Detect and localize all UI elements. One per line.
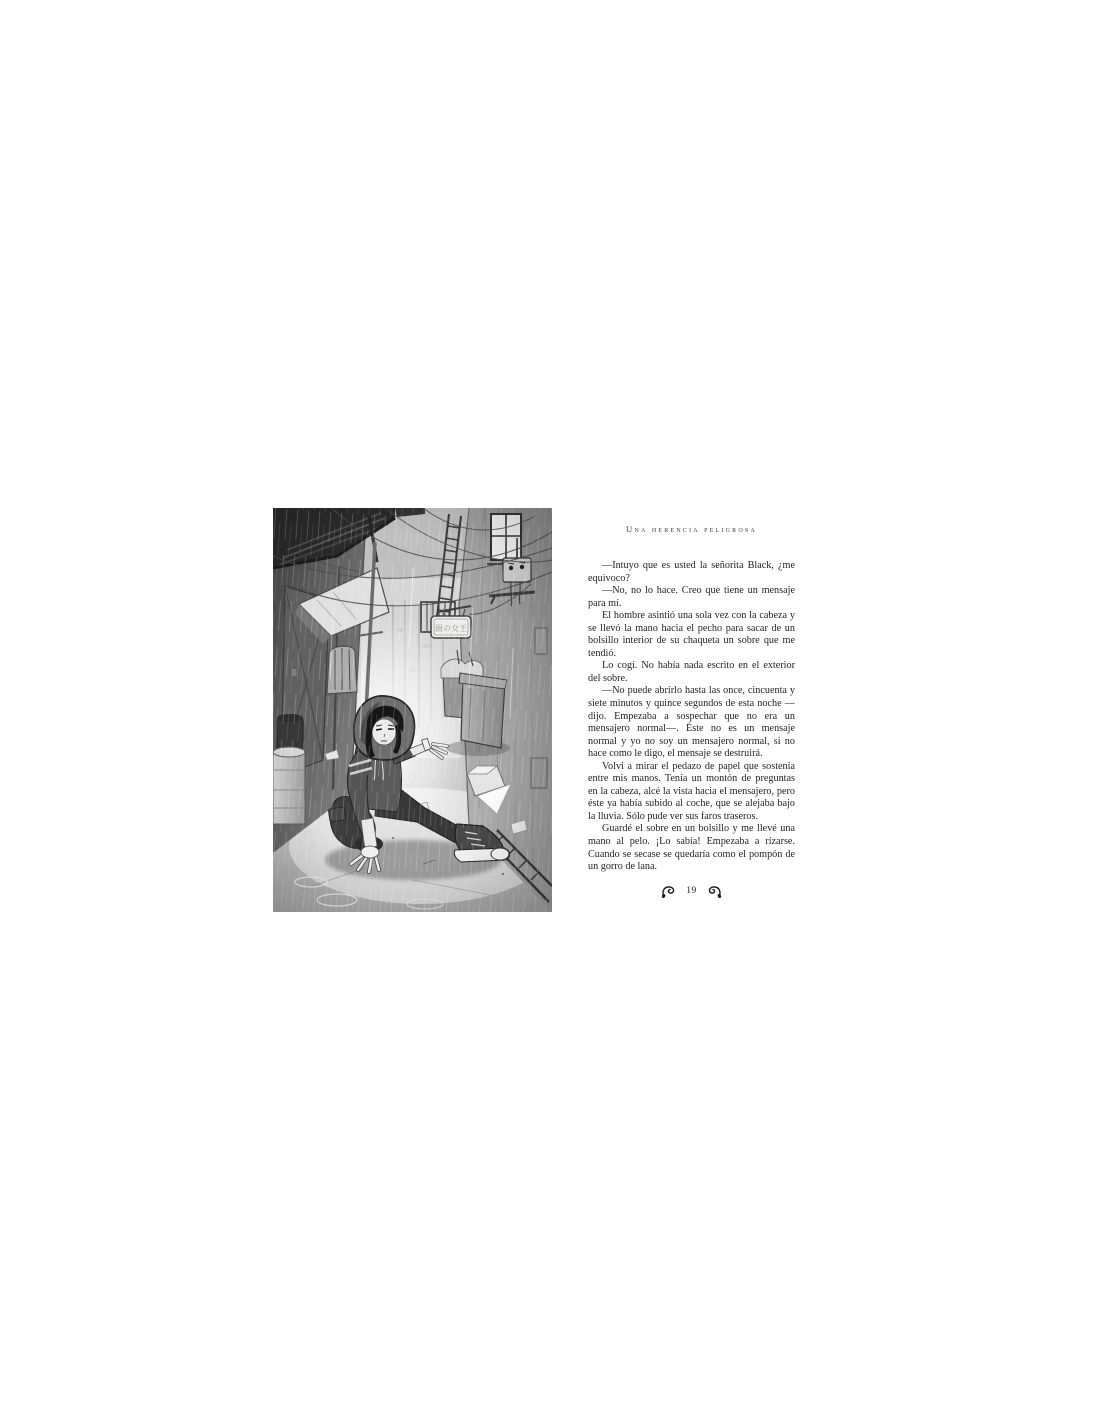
body-paragraph: El hombre asintió una sola vez con la cabeza y se llevó la mano hacia el pecho para sacar de un bolsillo interior de su chaqueta un sobre que me tendió. bbox=[588, 610, 795, 659]
body-text bbox=[588, 560, 795, 874]
body-paragraph: —No puede abrirlo hasta las once, cincuenta y siete minutos y quince segundos de esta noche —dijo. Empezaba a sospechar que no era un mensajero normal—. Éste no es un mensaje normal y yo no soy un mensajero normal, si no hace como le digo, el mensaje se destruirá. bbox=[588, 685, 795, 760]
alley-illustration bbox=[273, 508, 552, 912]
body-paragraph: Lo cogí. No había nada escrito en el exterior del sobre. bbox=[588, 660, 795, 684]
right-flourish-icon bbox=[706, 885, 722, 898]
page-footer bbox=[588, 885, 795, 898]
body-paragraph: Guardé el sobre en un bolsillo y me llevé una mano al pelo. ¡Lo sabía! Empezaba a rizarse. Cuando se secase se quedaría como el pompón de un gorro de lana. bbox=[588, 823, 795, 873]
vignette bbox=[273, 508, 552, 912]
body-paragraph: Volví a mirar el pedazo de papel que sostenía entre mis manos. Tenía un montón de preguntas en la cabeza, alcé la vista hacia el mensajero, pero éste ya había subido al coche, que se alejaba bajo la lluvia. Sólo pude ver sus faros traseros. bbox=[588, 760, 795, 822]
body-paragraph: —No, no lo hace. Creo que tiene un mensaje para mí. bbox=[588, 585, 795, 609]
page-number: 19 bbox=[686, 886, 697, 897]
running-header: Una herencia peligrosa bbox=[626, 524, 757, 534]
text-page bbox=[588, 524, 795, 898]
alley-illustration-canvas bbox=[273, 508, 552, 912]
left-flourish-icon bbox=[661, 885, 677, 898]
body-paragraph: —Intuyo que es usted la señorita Black, ¿me equivoco? bbox=[588, 560, 795, 584]
